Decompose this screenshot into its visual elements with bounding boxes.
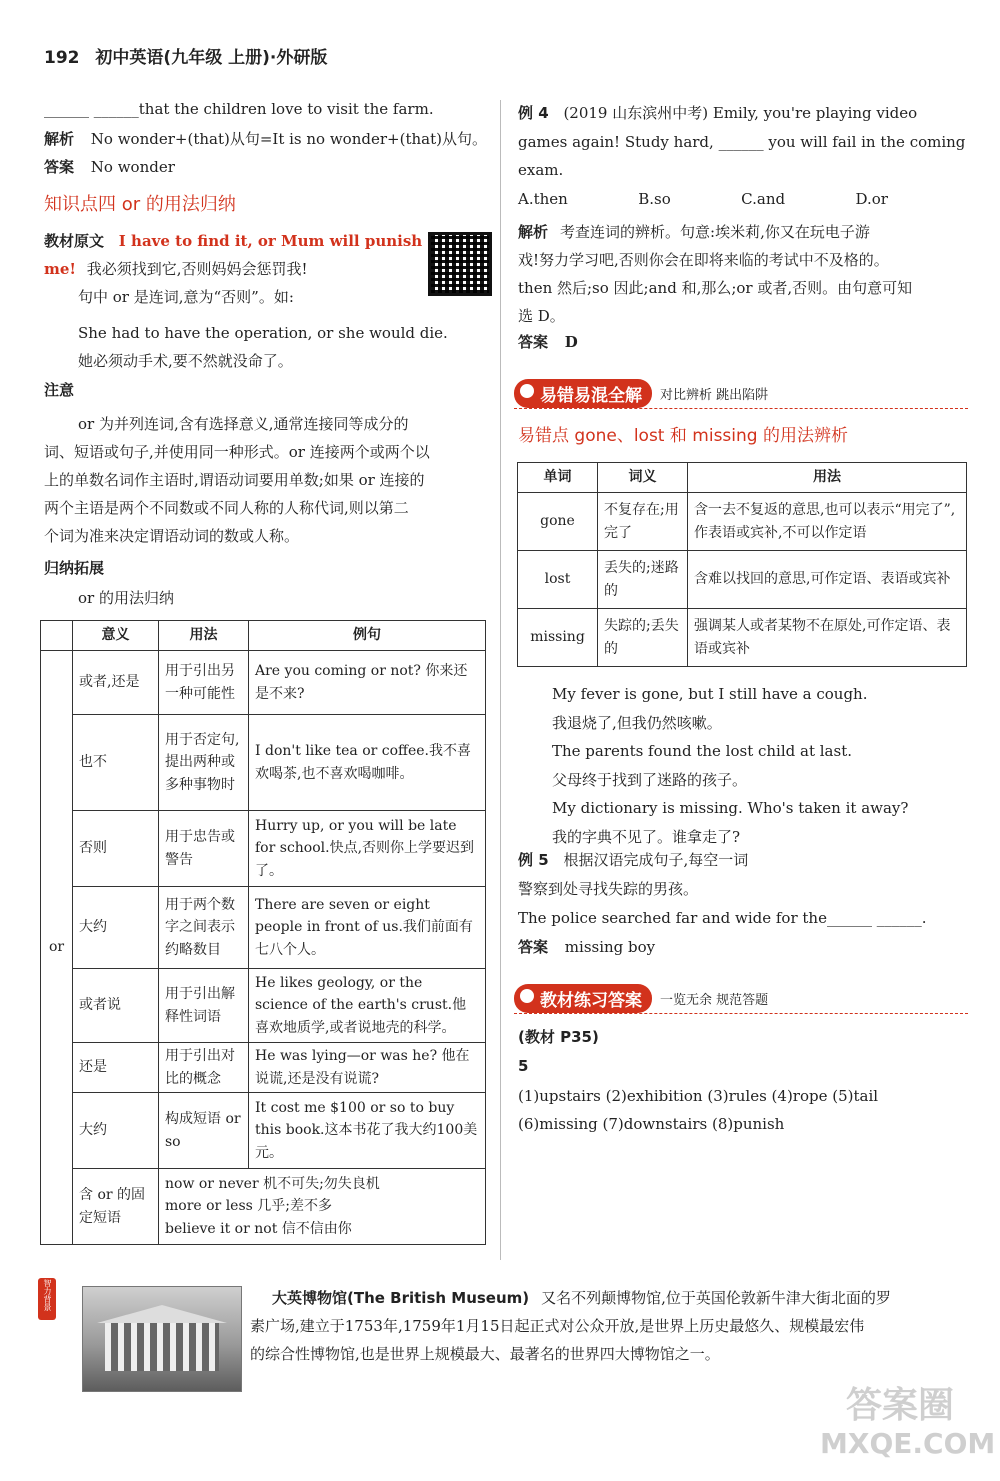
british-museum-photo <box>82 1286 242 1392</box>
example-translation: 我的字典不见了。谁拿走了? <box>552 827 741 846</box>
table-corner <box>41 621 73 651</box>
museum-line: 的综合性博物馆,也是世界上规模最大、最著名的世界四大博物馆之一。 <box>250 1345 720 1363</box>
cell-usage: 用于忠告或警告 <box>159 811 249 887</box>
col-header-word: 单词 <box>518 463 598 493</box>
analysis-label: 解析 <box>44 130 75 148</box>
table-row-phrases <box>41 1169 486 1245</box>
watermark-text: 答案圈 <box>845 1385 954 1426</box>
cell-usage: 用于两个数字之间表示约略数目 <box>159 887 249 969</box>
option-a: A.then <box>518 190 568 208</box>
or-usage-table <box>40 620 486 1245</box>
example-4-options <box>518 190 968 208</box>
col-header-meaning: 词义 <box>598 463 688 493</box>
table-row <box>41 1093 486 1169</box>
cell-word: gone <box>518 493 598 551</box>
cell-word: lost <box>518 551 598 609</box>
source-label: 教材原文 <box>44 232 105 250</box>
cell-usage: 用于引出解释性词语 <box>159 969 249 1043</box>
cell-usage: 用于引出另一种可能性 <box>159 651 249 715</box>
example-4-label: 例 4 <box>518 104 549 122</box>
col-header-meaning: 意义 <box>73 621 159 651</box>
fill-blank-line: ______ ______that the children love to visit the farm. <box>44 100 434 118</box>
cell-usage: 用于引出对比的概念 <box>159 1043 249 1093</box>
side-tab <box>38 1278 56 1320</box>
textbook-ref: (教材 P35) <box>518 1028 599 1046</box>
answer-label: 答案 <box>44 158 75 176</box>
example-sentence: My dictionary is missing. Who's taken it away? <box>552 799 909 817</box>
question-number: 5 <box>518 1057 529 1075</box>
example-4-answer <box>518 333 578 351</box>
museum-pillars-shape <box>105 1323 219 1371</box>
banner-mistakes-sub: 对比辨析 跳出陷阱 <box>660 387 769 403</box>
note-line-4: 两个主语是两个不同数或不同人称的人称代词,则以第二 <box>44 499 409 517</box>
banner-divider <box>514 1013 968 1014</box>
cell-meaning: 也不 <box>73 715 159 811</box>
museum-title: 大英博物馆(The British Museum) <box>272 1289 530 1307</box>
note-line-2: 词、短语或句子,并使用同一种形式。or 连接两个或两个以 <box>44 443 430 461</box>
table-row <box>41 969 486 1043</box>
source-translation: 我必须找到它,否则妈妈会惩罚我! <box>86 260 308 278</box>
column-divider <box>500 100 501 1260</box>
note-line-5: 个词为准来决定谓语动词的数或人称。 <box>44 527 300 545</box>
cell-example: Hurry up, or you will be late for school.快点,否则你上学要迟到了。 <box>249 811 486 887</box>
example-4-analysis <box>518 218 968 330</box>
banner-mistakes-title: 易错易混全解 <box>514 379 652 408</box>
col-header-usage: 用法 <box>688 463 967 493</box>
watermark-url: MXQE.COM <box>820 1427 996 1460</box>
museum-paragraph <box>272 1284 972 1312</box>
museum-line: 素广场,建立于1753年,1759年1月15日起正式对公众开放,是世界上历史最悠久、规模最宏伟 <box>250 1317 865 1335</box>
note-label: 注意 <box>44 381 75 399</box>
table-row <box>41 651 486 715</box>
cell-example: Are you coming or not? 你来还是不来? <box>249 651 486 715</box>
table-row <box>518 551 967 609</box>
table-row <box>41 887 486 969</box>
analysis-row <box>44 130 487 148</box>
cell-word: missing <box>518 609 598 667</box>
cell-example: There are seven or eight people in front of us.我们前面有七八个人。 <box>249 887 486 969</box>
answer-text: missing boy <box>564 938 656 956</box>
banner-textbook <box>514 985 768 1011</box>
phrase-item: believe it or not 信不信由你 <box>165 1220 352 1237</box>
banner-textbook-sub: 一览无余 规范答题 <box>660 992 769 1008</box>
museum-paragraph-cont <box>250 1312 972 1368</box>
example-4-text: (2019 山东滨州中考) Emily, you're playing video <box>563 104 918 122</box>
note-line: 句中 or 是连词,意为“否则”。如: <box>78 288 294 306</box>
gone-lost-missing-table <box>517 462 967 667</box>
cell-meaning: 大约 <box>73 887 159 969</box>
book-title: 初中英语(九年级 上册)·外研版 <box>95 48 328 68</box>
cell-usage: 含难以找回的意思,可作定语、表语或宾补 <box>688 551 967 609</box>
example-5-label: 例 5 <box>518 851 549 869</box>
page-header <box>44 48 327 68</box>
page-number: 192 <box>44 48 80 68</box>
museum-roof-shape <box>97 1305 227 1323</box>
phrase-item: more or less 几乎;差不多 <box>165 1198 333 1215</box>
source-row <box>44 232 422 250</box>
example-cn: 她必须动手术,要不然就没命了。 <box>78 352 293 370</box>
answer-text: D <box>564 333 578 351</box>
watermark-logo <box>820 1385 996 1468</box>
table-row <box>518 493 967 551</box>
analysis-label: 解析 <box>518 223 549 241</box>
example-5-answer <box>518 938 655 956</box>
table-row <box>41 811 486 887</box>
section-title: 知识点四 or 的用法归纳 <box>44 194 236 215</box>
answer-text: No wonder <box>90 158 175 176</box>
cell-meaning: 还是 <box>73 1043 159 1093</box>
museum-line: 又名不列颠博物馆,位于英国伦敦新牛津大街北面的罗 <box>541 1289 891 1307</box>
summary-subtitle: or 的用法归纳 <box>78 589 174 607</box>
cell-phrase-list <box>159 1169 486 1245</box>
example-translation: 我退烧了,但我仍然咳嗽。 <box>552 713 722 732</box>
table-row <box>41 715 486 811</box>
example-4-line-3: exam. <box>518 161 564 179</box>
answers-line-1: (1)upstairs (2)exhibition (3)rules (4)rope (5)tail <box>518 1087 879 1105</box>
cell-usage: 含一去不复返的意思,也可以表示“用完了”,作表语或宾补,不可以作定语 <box>688 493 967 551</box>
cell-example: He was lying—or was he? 他在说谎,还是没有说谎? <box>249 1043 486 1093</box>
answer-label: 答案 <box>518 333 549 351</box>
cell-meaning: 或者,还是 <box>73 651 159 715</box>
banner-divider <box>514 408 968 409</box>
example-5-row <box>518 851 748 869</box>
cell-example: I don't like tea or coffee.我不喜欢喝茶,也不喜欢喝咖啡。 <box>249 715 486 811</box>
cell-example: He likes geology, or the science of the earth's crust.他喜欢地质学,或者说地壳的科学。 <box>249 969 486 1043</box>
banner-textbook-title: 教材练习答案 <box>514 984 652 1013</box>
example-5-cn: 警察到处寻找失踪的男孩。 <box>518 880 699 898</box>
banner-mistakes <box>514 380 768 406</box>
example-4-line-2: games again! Study hard, ______ you will fail in the coming <box>518 133 966 151</box>
analysis-text: No wonder+(that)从句=It is no wonder+(that)从句。 <box>90 130 487 148</box>
answer-label: 答案 <box>518 938 549 956</box>
example-translation: 父母终于找到了迷路的孩子。 <box>552 770 748 789</box>
cell-usage: 构成短语 or so <box>159 1093 249 1169</box>
cell-usage: 强调某人或者某物不在原处,可作定语、表语或宾补 <box>688 609 967 667</box>
col-header-example: 例句 <box>249 621 486 651</box>
analysis-line: then 然后;so 因此;and 和,那么;or 或者,否则。由句意可知 <box>518 279 913 297</box>
summary-label: 归纳拓展 <box>44 559 105 577</box>
option-b: B.so <box>638 190 671 208</box>
example-5-instruction: 根据汉语完成句子,每空一词 <box>563 851 749 869</box>
cell-meaning: 或者说 <box>73 969 159 1043</box>
cell-example: It cost me $100 or so to buy this book.这本书花了我大约100美元。 <box>249 1093 486 1169</box>
phrase-item: now or never 机不可失;勿失良机 <box>165 1175 380 1192</box>
usage-examples <box>552 680 972 851</box>
cell-meaning: 不复存在;用完了 <box>598 493 688 551</box>
source-sentence: I have to find it, or Mum will punish <box>118 232 423 250</box>
option-c: C.and <box>741 190 786 208</box>
table-row <box>41 1043 486 1093</box>
note-line-1: or 为并列连词,含有选择意义,通常连接同等成分的 <box>78 415 409 433</box>
example-4-line-1 <box>518 104 917 122</box>
qr-code[interactable] <box>428 232 492 296</box>
answers-line-2: (6)missing (7)downstairs (8)punish <box>518 1115 785 1133</box>
source-row-2 <box>44 260 308 278</box>
answer-row <box>44 158 175 176</box>
cell-meaning: 大约 <box>73 1093 159 1169</box>
example-sentence: The parents found the lost child at last. <box>552 742 852 760</box>
note-paragraph <box>44 410 488 550</box>
cell-meaning: 否则 <box>73 811 159 887</box>
row-word: or <box>41 651 73 1245</box>
cell-meaning: 失踪的;丢失的 <box>598 609 688 667</box>
cell-usage: 用于否定句,提出两种或多种事物时 <box>159 715 249 811</box>
analysis-line: 选 D。 <box>518 307 565 325</box>
cell-phrase-label: 含 or 的固定短语 <box>73 1169 159 1245</box>
example-5-en: The police searched far and wide for the______ ______. <box>518 909 927 927</box>
analysis-line: 戏!努力学习吧,否则你会在即将来临的考试中不及格的。 <box>518 251 889 269</box>
note-line-3: 上的单数名词作主语时,谓语动词要用单数;如果 or 连接的 <box>44 471 425 489</box>
analysis-line: 考查连词的辨析。句意:埃米莉,你又在玩电子游 <box>560 223 870 241</box>
side-tab-text: 智力背景 <box>43 1279 52 1311</box>
example-en: She had to have the operation, or she would die. <box>78 324 448 342</box>
col-header-usage: 用法 <box>159 621 249 651</box>
mistake-point-title: 易错点 gone、lost 和 missing 的用法辨析 <box>518 426 848 446</box>
example-sentence: My fever is gone, but I still have a cough. <box>552 685 868 703</box>
option-d: D.or <box>855 190 888 208</box>
table-row <box>518 609 967 667</box>
source-sentence-end: me! <box>44 260 76 278</box>
cell-meaning: 丢失的;迷路的 <box>598 551 688 609</box>
